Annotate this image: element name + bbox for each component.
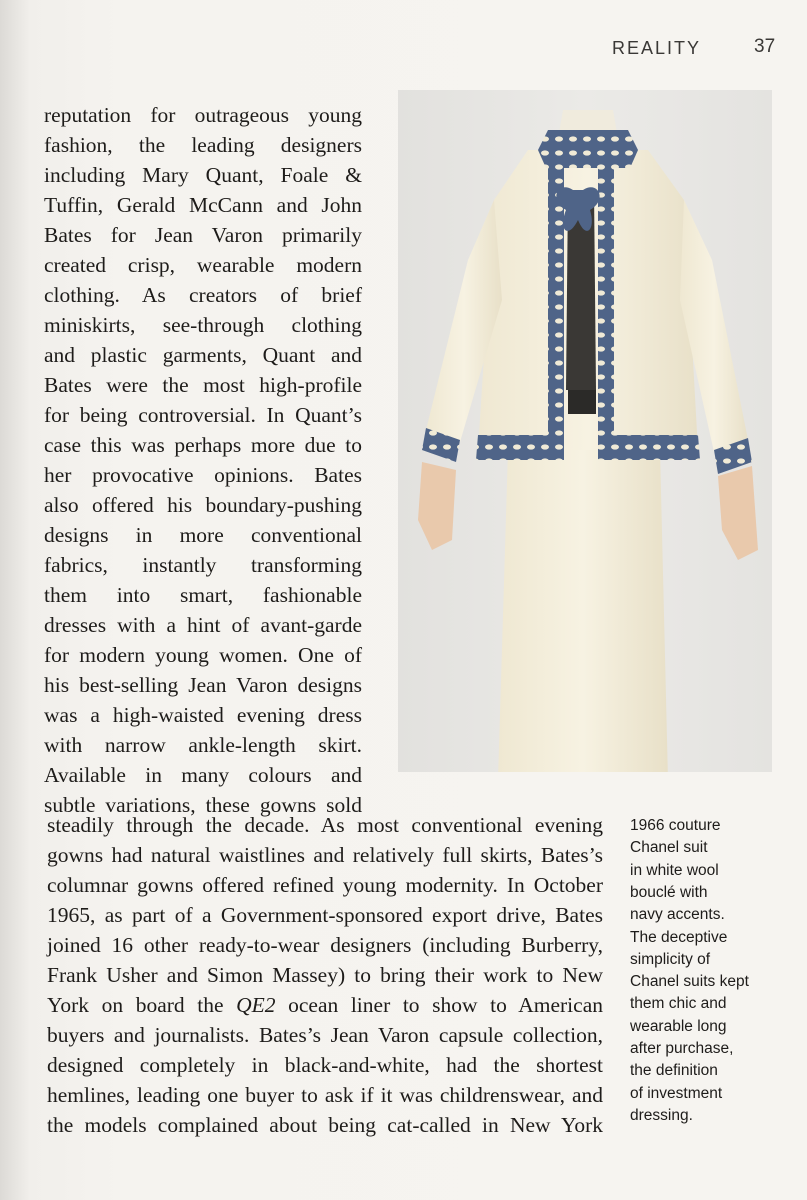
text-line: was a high-waisted evening dress [44, 703, 362, 727]
caption-line: Chanel suits kept [630, 973, 749, 991]
chanel-suit-illustration [398, 90, 772, 772]
text-run: York on board the [47, 993, 237, 1017]
text-line: 1965, as part of a Government-sponsored export drive, Bates [47, 903, 603, 927]
text-line: columnar gowns offered refined young modernity. In October [47, 873, 603, 897]
caption-line: Chanel suit [630, 839, 708, 857]
text-line: also offered his boundary-pushing [44, 493, 362, 517]
text-line: Bates were the most high-profile [44, 373, 362, 397]
text-line: gowns had natural waistlines and relatively full skirts, Bates’s [47, 843, 603, 867]
text-line: them into smart, fashionable [44, 583, 362, 607]
caption-line: them chic and [630, 995, 727, 1013]
text-line: clothing. As creators of brief [44, 283, 362, 307]
text-line: joined 16 other ready-to-wear designers (including Burberry, [47, 933, 603, 957]
chanel-suit-photo [398, 90, 772, 772]
caption-line: after purchase, [630, 1040, 734, 1057]
text-line: Bates for Jean Varon primarily [44, 223, 362, 247]
ship-name: QE2 [236, 993, 276, 1017]
text-line: hemlines, leading one buyer to ask if it was childrenswear, and [47, 1083, 603, 1107]
text-line [47, 990, 603, 1020]
caption-line: simplicity of [630, 950, 711, 968]
text-line: the models complained about being cat-called in New York [47, 1113, 603, 1137]
text-line: and plastic garments, Quant and [44, 343, 362, 367]
text-run: ocean liner to show to American [275, 993, 603, 1017]
text-line: miniskirts, see-through clothing [44, 313, 362, 337]
text-line: case this was perhaps more due to [44, 433, 362, 457]
page-number: 37 [754, 36, 776, 57]
text-line: with narrow ankle-length skirt. [44, 733, 362, 757]
text-line: including Mary Quant, Foale & [44, 163, 362, 187]
caption-line: navy accents. [630, 906, 725, 924]
caption-line: wearable long [630, 1017, 727, 1035]
text-line: for being controversial. In Quant’s [44, 403, 362, 427]
caption-line: in white wool [630, 861, 719, 879]
caption-line: bouclé with [630, 883, 708, 901]
caption-line: of investment [630, 1084, 723, 1102]
text-line: Frank Usher and Simon Massey) to bring their work to New [47, 963, 603, 987]
running-head: REALITY [612, 38, 702, 58]
text-line: dresses with a hint of avant-garde [44, 613, 362, 637]
text-line: her provocative opinions. Bates [44, 463, 362, 487]
caption-line: dressing. [630, 1106, 693, 1124]
text-line: for modern young women. One of [44, 643, 362, 667]
text-line: fashion, the leading designers [44, 133, 362, 157]
caption-line: the definition [630, 1062, 718, 1080]
text-line: subtle variations, these gowns sold [44, 793, 362, 817]
text-line: Tuffin, Gerald McCann and John [44, 193, 362, 217]
text-line: reputation for outrageous young [44, 103, 362, 127]
text-line: steadily through the decade. As most conventional evening [47, 813, 603, 837]
text-line: created crisp, wearable modern [44, 253, 362, 277]
text-line: fabrics, instantly transforming [44, 553, 362, 577]
text-line: designs in more conventional [44, 523, 362, 547]
caption-line: 1966 couture [630, 817, 721, 834]
text-line: his best-selling Jean Varon designs [44, 673, 362, 697]
text-line: buyers and journalists. Bates’s Jean Varon capsule collection, [47, 1023, 603, 1047]
text-line: Available in many colours and [44, 763, 362, 787]
text-line: designed completely in black-and-white, had the shortest [47, 1053, 603, 1077]
caption-line: The deceptive [630, 928, 728, 946]
